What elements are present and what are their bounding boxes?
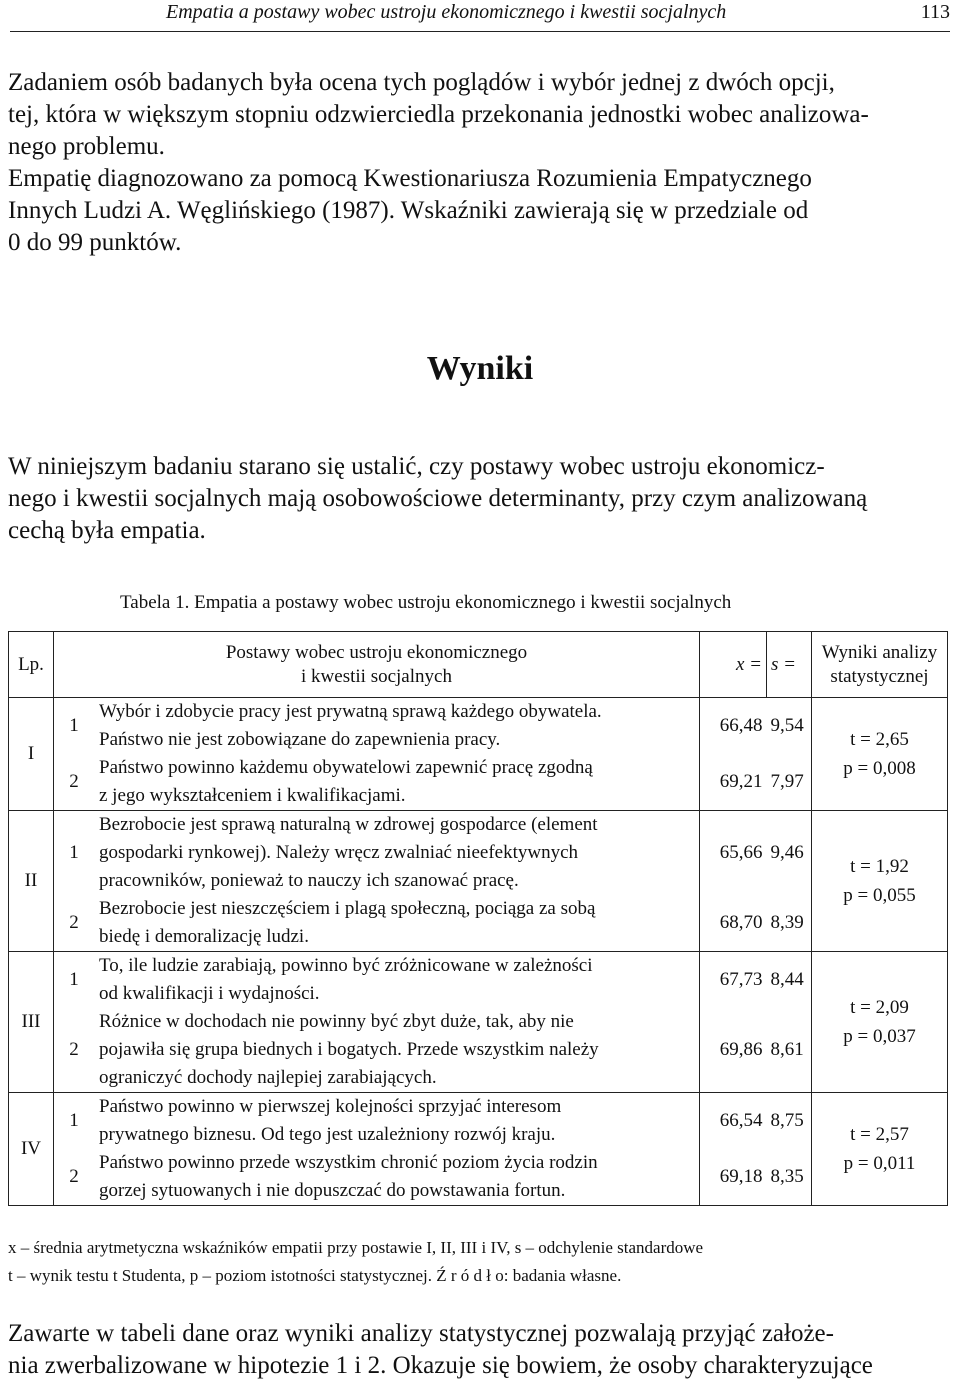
table-row bbox=[9, 952, 948, 1009]
sd-cell: 8,39 bbox=[767, 895, 812, 952]
mean-cell: 66,54 bbox=[700, 1093, 767, 1150]
analysis-cell bbox=[812, 811, 948, 952]
header-attitudes-line: Postawy wobec ustroju ekonomicznego bbox=[225, 641, 528, 663]
statement-cell bbox=[94, 1093, 700, 1150]
statement-cell bbox=[94, 698, 700, 755]
intro-paragraph bbox=[8, 67, 952, 259]
table-note-line: x – średnia arytmetyczna wskaźników empatii przy postawie I, II, III i IV, s – odchylenie standardowe bbox=[8, 1238, 704, 1257]
analysis-cell bbox=[812, 698, 948, 811]
t-value: t = 2,65 bbox=[850, 729, 909, 750]
group-label: III bbox=[9, 952, 54, 1093]
table-row bbox=[9, 1093, 948, 1150]
header-attitudes-line: i kwestii socjalnych bbox=[301, 665, 452, 687]
row-number: 1 bbox=[54, 811, 95, 896]
table-notes bbox=[8, 1234, 952, 1290]
header-lp: Lp. bbox=[9, 632, 54, 698]
statement-line: Bezrobocie jest nieszczęściem i plagą społeczną, pociąga za sobą bbox=[99, 898, 596, 919]
conclusion-line: nia zwerbalizowane w hipotezie 1 i 2. Okazuje się bowiem, że osoby charakteryzujące bbox=[8, 1352, 873, 1379]
statement-line: biedę i demoralizację ludzi. bbox=[99, 926, 309, 947]
mean-cell: 66,48 bbox=[700, 698, 767, 755]
header-sd-label: s = bbox=[771, 653, 796, 675]
mean-cell: 65,66 bbox=[700, 811, 767, 896]
mean-cell: 69,21 bbox=[700, 754, 767, 811]
table-caption: Tabela 1. Empatia a postawy wobec ustroju ekonomicznego i kwestii socjalnych bbox=[120, 592, 732, 613]
header-analysis-line: Wyniki analizy bbox=[821, 641, 938, 663]
table-header-row bbox=[9, 632, 948, 698]
statement-line: Państwo powinno przede wszystkim chronić poziom życia rodzin bbox=[99, 1152, 598, 1173]
results-paragraph bbox=[8, 451, 952, 547]
t-value: t = 1,92 bbox=[850, 856, 909, 877]
statement-cell bbox=[94, 1149, 700, 1206]
group-label: IV bbox=[9, 1093, 54, 1206]
statement-line: Różnice w dochodach nie powinny być zbyt duże, tak, aby nie bbox=[99, 1011, 574, 1032]
header-sd bbox=[767, 632, 812, 698]
statement-line: To, ile ludzie zarabiają, powinno być zróżnicowane w zależności bbox=[99, 955, 593, 976]
sd-cell: 9,54 bbox=[767, 698, 812, 755]
table-row bbox=[9, 895, 948, 952]
running-title: Empatia a postawy wobec ustroju ekonomicznego i kwestii socjalnych bbox=[166, 1, 727, 23]
header-attitudes bbox=[54, 632, 700, 698]
row-number: 2 bbox=[54, 754, 95, 811]
results-line: W niniejszym badaniu starano się ustalić, czy postawy wobec ustroju ekonomicz- bbox=[8, 453, 825, 480]
statement-line: Państwo nie jest zobowiązane do zapewnienia pracy. bbox=[99, 729, 501, 750]
statement-line: Bezrobocie jest sprawą naturalną w zdrowej gospodarce (element bbox=[99, 814, 598, 835]
p-value: p = 0,011 bbox=[843, 1153, 916, 1174]
statement-line: od kwalifikacji i wydajności. bbox=[99, 983, 320, 1004]
statement-line: ograniczyć dochody najlepiej zarabiających. bbox=[99, 1067, 437, 1088]
row-number: 1 bbox=[54, 698, 95, 755]
intro-line: Zadaniem osób badanych była ocena tych poglądów i wybór jednej z dwóch opcji, bbox=[8, 69, 835, 96]
results-line: nego i kwestii socjalnych mają osobowościowe determinanty, przy czym analizowaną bbox=[8, 485, 868, 512]
header-rule bbox=[10, 31, 950, 32]
statement-cell bbox=[94, 811, 700, 896]
statement-line: gospodarki rynkowej). Należy wręcz zwalniać nieefektywnych bbox=[99, 842, 579, 863]
analysis-cell bbox=[812, 952, 948, 1093]
table-row bbox=[9, 811, 948, 896]
row-number: 2 bbox=[54, 1008, 95, 1093]
statement-line: pojawiła się grupa biednych i bogatych. Przede wszystkim należy bbox=[99, 1039, 599, 1060]
statement-line: prywatnego biznesu. Od tego jest uzależniony rozwój kraju. bbox=[99, 1124, 556, 1145]
table-note-line: t – wynik testu t Studenta, p – poziom istotności statystycznej. Ź r ó d ł o: badania własne. bbox=[8, 1266, 622, 1285]
statement-cell bbox=[94, 952, 700, 1009]
header-mean-label: x = bbox=[735, 653, 762, 675]
sd-cell: 9,46 bbox=[767, 811, 812, 896]
section-heading: Wyniki bbox=[426, 350, 534, 387]
group-label: I bbox=[9, 698, 54, 811]
group-label: II bbox=[9, 811, 54, 952]
row-number: 2 bbox=[54, 1149, 95, 1206]
statement-line: z jego wykształceniem i kwalifikacjami. bbox=[99, 785, 406, 806]
header-mean bbox=[700, 632, 767, 698]
statement-line: Wybór i zdobycie pracy jest prywatną sprawą każdego obywatela. bbox=[99, 701, 602, 722]
statement-line: pracowników, ponieważ to nauczy ich szanować pracę. bbox=[99, 870, 519, 891]
analysis-cell bbox=[812, 1093, 948, 1206]
statement-line: Państwo powinno w pierwszej kolejności sprzyjać interesom bbox=[99, 1096, 562, 1117]
results-table bbox=[8, 631, 948, 1206]
sd-cell: 8,44 bbox=[767, 952, 812, 1009]
statement-cell bbox=[94, 1008, 700, 1093]
p-value: p = 0,037 bbox=[843, 1026, 916, 1047]
p-value: p = 0,008 bbox=[843, 758, 916, 779]
header-analysis-line: statystycznej bbox=[830, 665, 929, 687]
row-number: 2 bbox=[54, 895, 95, 952]
row-number: 1 bbox=[54, 952, 95, 1009]
t-value: t = 2,57 bbox=[850, 1124, 909, 1145]
table-row bbox=[9, 1149, 948, 1206]
intro-line: nego problemu. bbox=[8, 133, 165, 160]
conclusion-line: Zawarte w tabeli dane oraz wyniki analizy statystycznej pozwalają przyjąć założe- bbox=[8, 1320, 834, 1347]
results-line: cechą była empatia. bbox=[8, 517, 206, 544]
conclusion-paragraph bbox=[8, 1318, 952, 1382]
sd-cell: 7,97 bbox=[767, 754, 812, 811]
mean-cell: 68,70 bbox=[700, 895, 767, 952]
statement-line: gorzej sytuowanych i nie dopuszczać do powstawania fortun. bbox=[99, 1180, 566, 1201]
t-value: t = 2,09 bbox=[850, 997, 909, 1018]
table-row bbox=[9, 754, 948, 811]
mean-cell: 69,86 bbox=[700, 1008, 767, 1093]
table-row bbox=[9, 1008, 948, 1093]
intro-line: tej, która w większym stopniu odzwierciedla przekonania jednostki wobec analizowa- bbox=[8, 101, 869, 128]
sd-cell: 8,35 bbox=[767, 1149, 812, 1206]
intro-line: Innych Ludzi A. Węglińskiego (1987). Wskaźniki zawierają się w przedziale od bbox=[8, 197, 809, 224]
row-number: 1 bbox=[54, 1093, 95, 1150]
statement-cell bbox=[94, 895, 700, 952]
intro-line: 0 do 99 punktów. bbox=[8, 229, 182, 256]
sd-cell: 8,61 bbox=[767, 1008, 812, 1093]
page-number: 113 bbox=[920, 1, 950, 23]
header-analysis bbox=[812, 632, 948, 698]
mean-cell: 67,73 bbox=[700, 952, 767, 1009]
table-row bbox=[9, 698, 948, 755]
p-value: p = 0,055 bbox=[843, 885, 916, 906]
sd-cell: 8,75 bbox=[767, 1093, 812, 1150]
intro-line: Empatię diagnozowano za pomocą Kwestionariusza Rozumienia Empatycznego bbox=[8, 165, 812, 192]
mean-cell: 69,18 bbox=[700, 1149, 767, 1206]
statement-cell bbox=[94, 754, 700, 811]
statement-line: Państwo powinno każdemu obywatelowi zapewnić pracę zgodną bbox=[99, 757, 593, 778]
